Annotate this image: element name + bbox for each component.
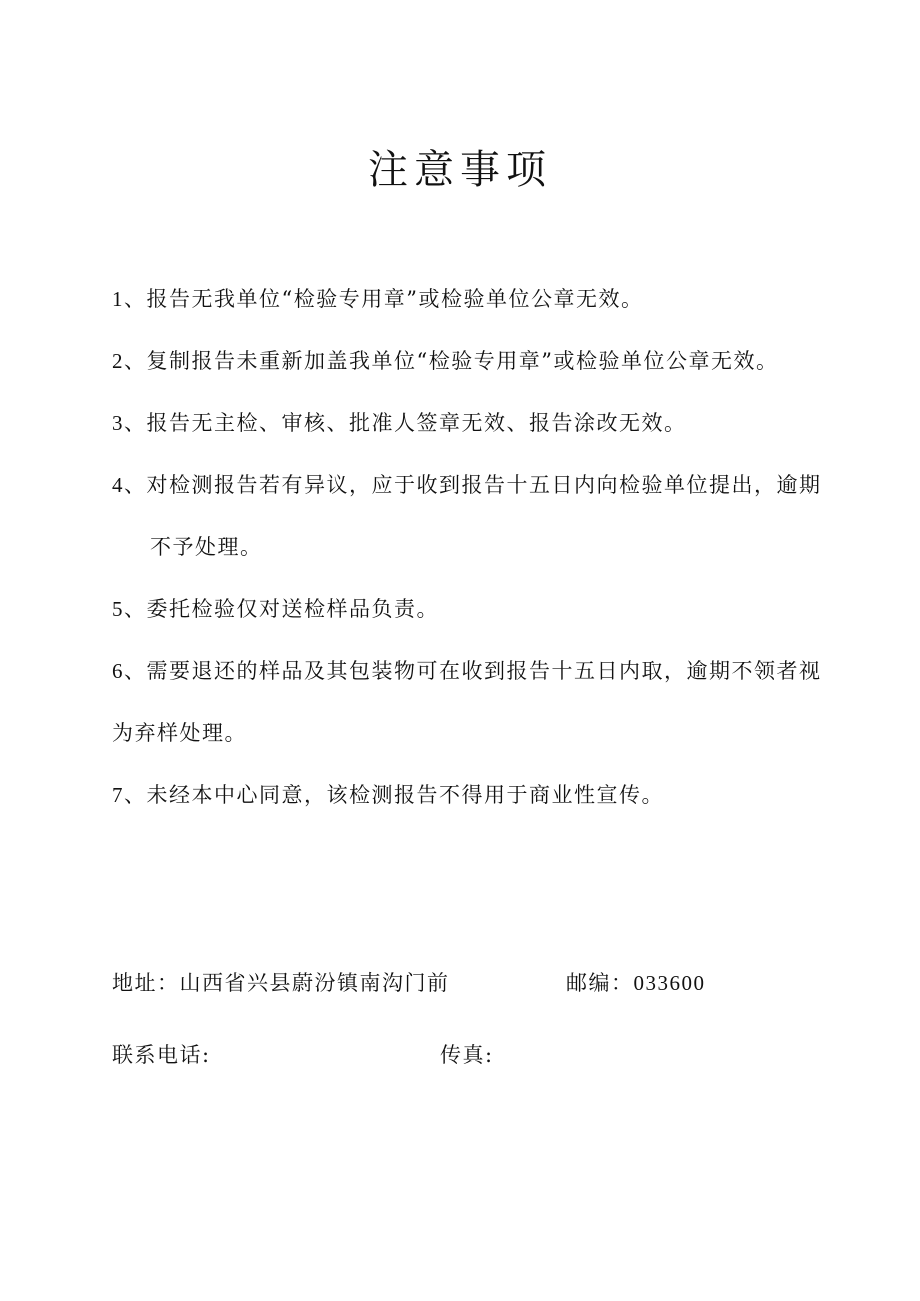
notice-separator: 、: [124, 411, 147, 435]
notice-item-1: [112, 268, 847, 330]
notice-text: 委托检验仅对送检样品负责。: [146, 597, 439, 621]
notice-line: [112, 640, 847, 702]
notice-text: 报告无主检、审核、批准人签章无效、报告涂改无效。: [146, 411, 687, 435]
notice-line: [112, 392, 847, 454]
page-title: 注意事项: [368, 147, 552, 193]
notice-line: [112, 578, 847, 640]
notice-number: 1: [112, 287, 124, 311]
notice-line: [112, 268, 847, 330]
notice-number: 3: [112, 411, 124, 435]
notice-text: 未经本中心同意，该检测报告不得用于商业性宣传。: [146, 783, 664, 807]
notice-separator: 、: [124, 473, 147, 497]
notice-item-7: [112, 764, 847, 826]
fax-field: [440, 1040, 494, 1070]
notice-item-5: [112, 578, 847, 640]
notice-number: 5: [112, 597, 124, 621]
notice-text: 报告无我单位“检验专用章”或检验单位公章无效。: [146, 287, 644, 311]
address-value: 山西省兴县蔚汾镇南沟门前: [179, 971, 450, 995]
notice-line: [112, 454, 847, 516]
notice-text: 需要退还的样品及其包装物可在收到报告十五日内取，逾期不领者视: [146, 659, 822, 683]
notice-text: 对检测报告若有异议，应于收到报告十五日内向检验单位提出，逾期: [146, 473, 822, 497]
phone-field: [112, 1040, 211, 1070]
notice-separator: 、: [124, 659, 147, 683]
notice-text: 复制报告未重新加盖我单位“检验专用章”或检验单位公章无效。: [146, 349, 779, 373]
notice-number: 2: [112, 349, 124, 373]
address-label: 地址：: [112, 971, 180, 995]
notice-item-2: [112, 330, 847, 392]
notice-separator: 、: [124, 349, 147, 373]
notice-separator: 、: [124, 783, 147, 807]
notice-separator: 、: [124, 597, 147, 621]
notice-continuation: 为弃样处理。: [112, 721, 247, 745]
notice-separator: 、: [124, 287, 147, 311]
notice-number: 4: [112, 473, 124, 497]
phone-label: 联系电话:: [112, 1043, 211, 1067]
fax-label: 传真:: [440, 1043, 494, 1067]
postcode-value: 033600: [633, 971, 706, 995]
notice-item-3: [112, 392, 847, 454]
postcode-label: 邮编：: [566, 971, 634, 995]
notice-continuation: 不予处理。: [150, 535, 263, 559]
notice-item-4: [112, 454, 847, 578]
notice-number: 7: [112, 783, 124, 807]
postcode-field: [566, 968, 706, 998]
notice-line: [112, 330, 847, 392]
notice-line: [112, 764, 847, 826]
notice-list: [112, 268, 847, 826]
address-field: [112, 968, 450, 998]
notice-item-6: [112, 640, 847, 764]
notice-number: 6: [112, 659, 124, 683]
